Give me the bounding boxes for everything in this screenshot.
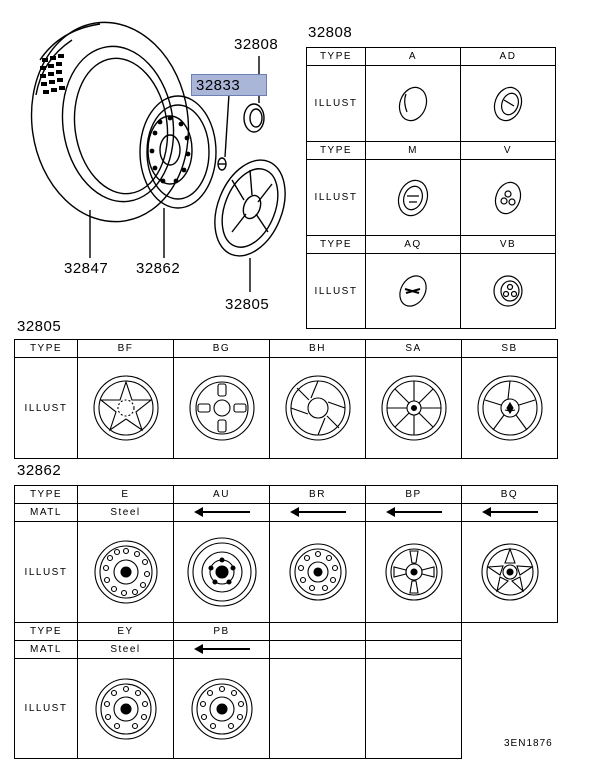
wheel-matl-empty-2 (366, 641, 462, 659)
cap-type-a: A (366, 48, 461, 66)
wheel-type-au: AU (174, 486, 270, 504)
wheel-illust-e (78, 522, 174, 623)
wheel-illust-label-2: ILLUST (15, 659, 78, 759)
ornament-illust-sa (366, 358, 462, 459)
wheel-matl-bq (462, 504, 558, 522)
ornament-section-title: 32805 (17, 318, 62, 335)
cap-type-ad: AD (461, 48, 556, 66)
wheel-illust-bp (366, 522, 462, 623)
wheel-matl-ey: Steel (78, 641, 174, 659)
wheel-type-label-2: TYPE (15, 623, 78, 641)
ornament-table (14, 339, 558, 459)
wheel-matl-label: MATL (15, 504, 78, 522)
ornament-illust-bh (270, 358, 366, 459)
wheel-illust-pb (174, 659, 270, 759)
wheel-illust-empty-1 (270, 659, 366, 759)
wheel-type-empty-2 (366, 623, 462, 641)
wheel-type-e: E (78, 486, 174, 504)
cap-illust-label: ILLUST (307, 66, 366, 142)
same-as-arrow-icon (482, 507, 538, 517)
wheel-illust-bq (462, 522, 558, 623)
ornament-illust-bf (78, 358, 174, 459)
cap-illust-a (366, 66, 461, 142)
callout-ornament: 32805 (225, 296, 270, 313)
wheel-illust-ey (78, 659, 174, 759)
cap-type-vb: VB (461, 236, 556, 254)
ornament-type-bg: BG (174, 340, 270, 358)
cap-type-v: V (461, 142, 556, 160)
ornament-illust-bg (174, 358, 270, 459)
ornament-illust-label: ILLUST (15, 358, 78, 459)
cap-illust-ad (461, 66, 556, 142)
ornament-type-bh: BH (270, 340, 366, 358)
cap-table (306, 47, 556, 329)
cap-illust-label-2: ILLUST (307, 160, 366, 236)
wheel-type-pb: PB (174, 623, 270, 641)
wheel-matl-empty-1 (270, 641, 366, 659)
callout-nut: 32833 (191, 74, 267, 96)
wheel-section-title: 32862 (17, 462, 62, 479)
wheel-illust-empty-2 (366, 659, 462, 759)
wheel-matl-br (270, 504, 366, 522)
cap-illust-vb (461, 254, 556, 329)
footer-code: 3EN1876 (504, 738, 553, 749)
wheel-type-br: BR (270, 486, 366, 504)
wheel-illust-au (174, 522, 270, 623)
same-as-arrow-icon (194, 507, 250, 517)
cap-type-label: TYPE (307, 48, 366, 66)
wheel-matl-bp (366, 504, 462, 522)
wheel-cover (202, 150, 299, 267)
wheel-type-empty-1 (270, 623, 366, 641)
cap-type-label-3: TYPE (307, 236, 366, 254)
wheel-matl-pb (174, 641, 270, 659)
same-as-arrow-icon (194, 644, 250, 654)
cap-illust-label-3: ILLUST (307, 254, 366, 329)
cap-illust-m (366, 160, 461, 236)
cap-type-label-2: TYPE (307, 142, 366, 160)
ornament-type-sa: SA (366, 340, 462, 358)
wheel-type-ey: EY (78, 623, 174, 641)
cap-illust-aq (366, 254, 461, 329)
ornament-type-bf: BF (78, 340, 174, 358)
callout-tire: 32847 (64, 260, 109, 277)
cap-section-title: 32808 (308, 24, 353, 41)
wheel-type-bp: BP (366, 486, 462, 504)
cap-illust-v (461, 160, 556, 236)
wheel-matl-e: Steel (78, 504, 174, 522)
callout-cap: 32808 (234, 36, 279, 53)
callout-wheel: 32862 (136, 260, 181, 277)
same-as-arrow-icon (290, 507, 346, 517)
cap-type-m: M (366, 142, 461, 160)
wheel-matl-label-2: MATL (15, 641, 78, 659)
same-as-arrow-icon (386, 507, 442, 517)
ornament-type-label: TYPE (15, 340, 78, 358)
ornament-type-sb: SB (462, 340, 558, 358)
wheel-type-label: TYPE (15, 486, 78, 504)
wheel-table (14, 485, 558, 759)
wheel-type-bq: BQ (462, 486, 558, 504)
wheel-illust-label: ILLUST (15, 522, 78, 623)
ornament-illust-sb (462, 358, 558, 459)
center-cap (244, 104, 264, 132)
wheel-matl-au (174, 504, 270, 522)
wheel-illust-br (270, 522, 366, 623)
cap-type-aq: AQ (366, 236, 461, 254)
